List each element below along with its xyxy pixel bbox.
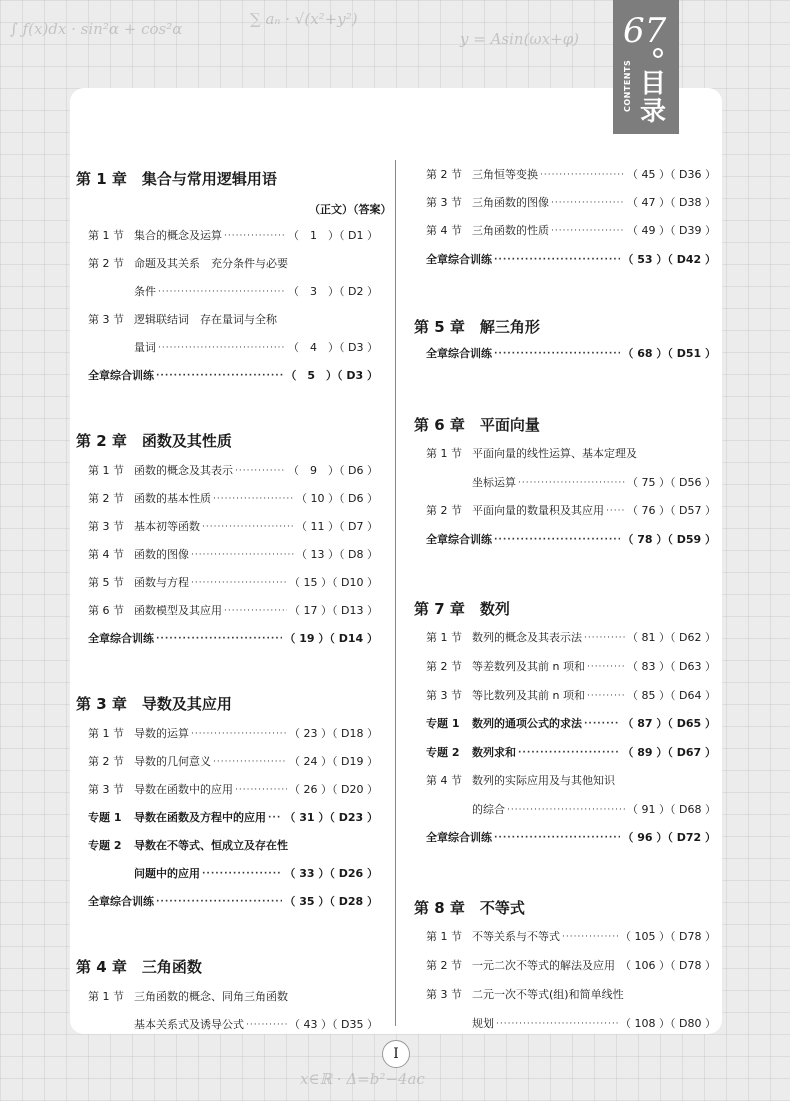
contents-label: CONTENTS [623, 59, 632, 112]
toc-entry[interactable]: 第 2 节 三角恒等变换 ····· （ 45 ）（ D36 ） [426, 167, 716, 183]
toc-entry-continued[interactable]: 规划 ····· （ 108 ）（ D80 ） [472, 1016, 716, 1032]
toc-entry[interactable]: 第 2 节 平面向量的数量积及其应用 ····· （ 76 ）（ D57 ） [426, 503, 716, 519]
toc-entry[interactable]: 第 2 节 导数的几何意义 ····· （ 24 ）（ D19 ） [88, 754, 378, 770]
contents-badge [613, 0, 679, 134]
toc-entry-continued[interactable]: 条件 ····· （ 3 ）（ D2 ） [134, 284, 378, 300]
column-divider [395, 160, 396, 1026]
toc-title: 目录 [639, 69, 666, 127]
toc-entry[interactable]: 第 1 节 不等关系与不等式 ····· （ 105 ）（ D78 ） [426, 929, 716, 945]
background-scribble: ∫ ƒ(x)dx · sin²α + cos²α [10, 20, 183, 38]
chapter-title: 第 8 章 不等式 [414, 899, 525, 917]
toc-entry[interactable]: 第 2 节 一元二次不等式的解法及应用 ····· （ 106 ）（ D78 ） [426, 958, 716, 974]
logo-dot-icon [653, 48, 663, 58]
background-scribble: x∈ℝ · Δ=b²−4ac [300, 1070, 425, 1088]
toc-entry[interactable]: 第 3 节 三角函数的图像 ····· （ 47 ）（ D38 ） [426, 195, 716, 211]
chapter-title: 第 5 章 解三角形 [414, 318, 540, 336]
toc-entry[interactable]: 第 5 节 函数与方程 ····· （ 15 ）（ D10 ） [88, 575, 378, 591]
chapter-title: 第 1 章 集合与常用逻辑用语 [76, 170, 277, 188]
toc-entry-review[interactable]: 全章综合训练 ····· （ 19 ）（ D14 ） [88, 631, 378, 647]
chapter-title: 第 3 章 导数及其应用 [76, 695, 232, 713]
toc-entry[interactable]: 第 4 节 函数的图像 ····· （ 13 ）（ D8 ） [88, 547, 378, 563]
toc-entry[interactable]: 第 1 节 数列的概念及其表示法 ····· （ 81 ）（ D62 ） [426, 630, 716, 646]
toc-entry[interactable]: 第 3 节 基本初等函数 ····· （ 11 ）（ D7 ） [88, 519, 378, 535]
toc-entry-continued[interactable]: 的综合 ····· （ 91 ）（ D68 ） [472, 802, 716, 818]
toc-entry[interactable]: 第 3 节 二元一次不等式(组)和简单线性 [426, 988, 624, 1001]
toc-entry-topic[interactable]: 专题 1 数列的通项公式的求法 ····· （ 87 ）（ D65 ） [426, 716, 716, 732]
toc-entry-review[interactable]: 全章综合训练 ····· （ 78 ）（ D59 ） [426, 532, 716, 548]
column-header-note: （正文）（答案） [309, 203, 392, 216]
toc-entry[interactable]: 第 2 节 命题及其关系 充分条件与必要 [88, 257, 288, 270]
chapter-title: 第 6 章 平面向量 [414, 416, 540, 434]
toc-entry-topic[interactable]: 专题 2 数列求和 ····· （ 89 ）（ D67 ） [426, 745, 716, 761]
toc-entry[interactable]: 第 1 节 集合的概念及运算 ····· （ 1 ）（ D1 ） [88, 228, 378, 244]
toc-entry[interactable]: 第 1 节 函数的概念及其表示 ····· （ 9 ）（ D6 ） [88, 463, 378, 479]
toc-entry-continued[interactable]: 坐标运算 ····· （ 75 ）（ D56 ） [472, 475, 716, 491]
toc-entry-review[interactable]: 全章综合训练 ····· （ 53 ）（ D42 ） [426, 252, 716, 268]
toc-entry-review[interactable]: 全章综合训练 ····· （ 68 ）（ D51 ） [426, 346, 716, 362]
toc-entry-review[interactable]: 全章综合训练 ····· （ 96 ）（ D72 ） [426, 830, 716, 846]
toc-entry-topic[interactable]: 专题 2 导数在不等式、恒成立及存在性 [88, 839, 288, 852]
toc-entry-review[interactable]: 全章综合训练 ····· （ 35 ）（ D28 ） [88, 894, 378, 910]
toc-entry[interactable]: 第 2 节 等差数列及其前 n 项和 ····· （ 83 ）（ D63 ） [426, 659, 716, 675]
toc-entry[interactable]: 第 1 节 平面向量的线性运算、基本定理及 [426, 447, 637, 460]
toc-entry-continued[interactable]: 问题中的应用 ····· （ 33 ）（ D26 ） [134, 866, 378, 882]
toc-entry[interactable]: 第 3 节 导数在函数中的应用 ····· （ 26 ）（ D20 ） [88, 782, 378, 798]
toc-entry-topic[interactable]: 专题 1 导数在函数及方程中的应用 ····· （ 31 ）（ D23 ） [88, 810, 378, 826]
background-scribble: y = Asin(ωx+φ) [460, 30, 580, 48]
chapter-title: 第 7 章 数列 [414, 600, 510, 618]
toc-entry-continued[interactable]: 基本关系式及诱导公式 ····· （ 43 ）（ D35 ） [134, 1017, 378, 1033]
toc-entry[interactable]: 第 1 节 三角函数的概念、同角三角函数 [88, 990, 288, 1003]
chapter-title: 第 2 章 函数及其性质 [76, 432, 232, 450]
toc-entry-continued[interactable]: 量词 ····· （ 4 ）（ D3 ） [134, 340, 378, 356]
toc-entry[interactable]: 第 4 节 数列的实际应用及与其他知识 [426, 774, 615, 787]
toc-entry-review[interactable]: 全章综合训练 ····· （ 5 ）（ D3 ） [88, 368, 378, 384]
toc-entry[interactable]: 第 6 节 函数模型及其应用 ····· （ 17 ）（ D13 ） [88, 603, 378, 619]
toc-entry[interactable]: 第 2 节 函数的基本性质 ····· （ 10 ）（ D6 ） [88, 491, 378, 507]
page-number: I [382, 1040, 410, 1068]
chapter-title: 第 4 章 三角函数 [76, 958, 202, 976]
background-scribble: ∑ aₙ · √(x²+y²) [250, 10, 358, 28]
toc-entry[interactable]: 第 1 节 导数的运算 ····· （ 23 ）（ D18 ） [88, 726, 378, 742]
toc-entry[interactable]: 第 3 节 等比数列及其前 n 项和 ····· （ 85 ）（ D64 ） [426, 688, 716, 704]
toc-entry[interactable]: 第 3 节 逻辑联结词 存在量词与全称 [88, 313, 277, 326]
toc-entry[interactable]: 第 4 节 三角函数的性质 ····· （ 49 ）（ D39 ） [426, 223, 716, 239]
brand-logo: 67 [623, 11, 667, 51]
